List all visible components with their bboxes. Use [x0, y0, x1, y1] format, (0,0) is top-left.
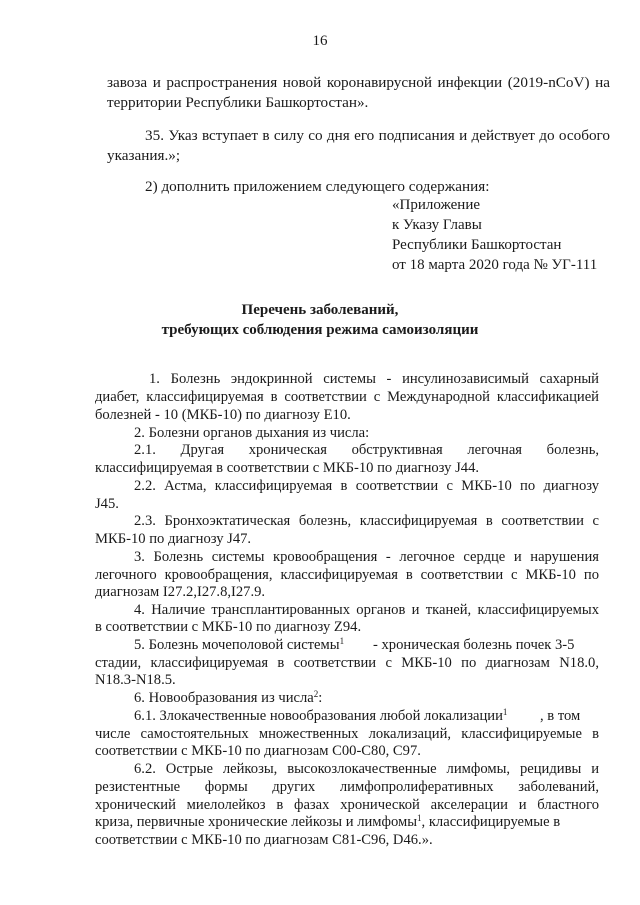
body-line-26-a: криза, первичные хронические лейкозы и лимфомы — [95, 814, 418, 830]
appendix-line-3: Республики Башкортостан — [392, 237, 562, 253]
body-line-13: диагнозам I27.2,I27.8,I27.9. — [95, 584, 266, 600]
page-number: 16 — [312, 33, 328, 49]
footnote-mark: 2 — [313, 689, 319, 699]
body-line-7: 2.2. Астма, классифицируемая в соответствии с МКБ-10 по диагнозу — [134, 478, 599, 494]
body-line-5: 2.1. Другая хроническая обструктивная легочная болезнь, — [134, 442, 599, 458]
body-line-26 — [95, 813, 560, 831]
body-line-4: 2. Болезни органов дыхания из числа: — [134, 425, 370, 441]
footnote-mark: 1 — [502, 707, 508, 717]
body-line-9: 2.3. Бронхоэктатическая болезнь, классифицируемая в соответствии с — [134, 513, 599, 529]
body-line-16-b: - хроническая болезнь почек 3-5 — [373, 637, 575, 653]
body-line-8: J45. — [95, 496, 119, 512]
body-line-24: резистентные формы других лимфопролиферативных заболеваний, — [95, 779, 599, 795]
intro-line-2: территории Республики Башкортостан». — [107, 94, 369, 111]
body-line-25: хронический миелолейкоз в фазах хронической акселерации и бластного — [95, 797, 599, 813]
body-line-20-a: 6.1. Злокачественные новообразования любой локализации — [134, 708, 503, 724]
footnote-mark: 1 — [339, 636, 345, 646]
body-line-11: 3. Болезнь системы кровообращения - легочное сердце и нарушения — [134, 549, 599, 565]
body-line-17: стадии, классифицируемая в соответствии с МКБ-10 по диагнозам N18.0, — [95, 655, 599, 671]
appendix-block — [392, 195, 597, 275]
list-title-line-2: требующих соблюдения режима самоизоляции — [161, 322, 479, 338]
body-line-6: классифицируемая в соответствии с МКБ-10 по диагнозу J44. — [95, 460, 480, 476]
body-line-27: соответствии с МКБ-10 по диагнозам С81-С96, D46.». — [95, 832, 433, 848]
body-line-19-b: : — [318, 690, 323, 706]
body-line-10: МКБ-10 по диагнозу J47. — [95, 531, 252, 547]
body-line-20-b: , в том — [540, 708, 581, 724]
body-line-22: соответствии с МКБ-10 по диагнозам С00-С80, С97. — [95, 743, 421, 759]
intro-line-3: 35. Указ вступает в силу со дня его подписания и действует до особого — [145, 127, 610, 144]
intro-line-1: завоза и распространения новой коронавирусной инфекции (2019-nCoV) на — [107, 74, 610, 91]
body-line-18: N18.3-N18.5. — [95, 672, 176, 688]
body-line-16-a: 5. Болезнь мочеполовой системы — [134, 637, 340, 653]
body-line-12: легочного кровообращения, классифицируемая в соответствии с МКБ-10 по — [95, 567, 599, 583]
list-title-line-1: Перечень заболеваний, — [241, 302, 399, 318]
body-line-1: 1. Болезнь эндокринной системы - инсулинозависимый сахарный — [149, 371, 599, 387]
body-line-21: числе самостоятельных множественных локализаций, классифицируемые в — [95, 726, 599, 742]
body-line-3: болезней - 10 (МКБ-10) по диагнозу Е10. — [95, 407, 351, 423]
body-line-20 — [134, 707, 507, 725]
body-line-14: 4. Наличие трансплантированных органов и тканей, классифицируемых — [134, 602, 599, 618]
body-line-19-a: 6. Новообразования из числа — [134, 690, 314, 706]
body-line-23: 6.2. Острые лейкозы, высокозлокачественные лимфомы, рецидивы и — [134, 761, 599, 777]
body-line-26-b: , классифицируемые в — [421, 814, 561, 830]
appendix-line-2: к Указу Главы — [392, 217, 482, 233]
body-line-19 — [134, 689, 322, 707]
footnote-mark: 1 — [417, 813, 422, 823]
body-line-16 — [134, 636, 344, 654]
appendix-line-4: от 18 марта 2020 года № УГ-111 — [392, 257, 598, 273]
body-line-15: в соответствии с МКБ-10 по диагнозу Z94. — [95, 619, 362, 635]
intro-line-5: 2) дополнить приложением следующего содержания: — [145, 178, 490, 195]
appendix-line-1: «Приложение — [392, 197, 481, 213]
body-line-2: диабет, классифицируемая в соответствии с Международной классификацией — [95, 389, 599, 405]
intro-line-4: указания.»; — [107, 147, 181, 164]
